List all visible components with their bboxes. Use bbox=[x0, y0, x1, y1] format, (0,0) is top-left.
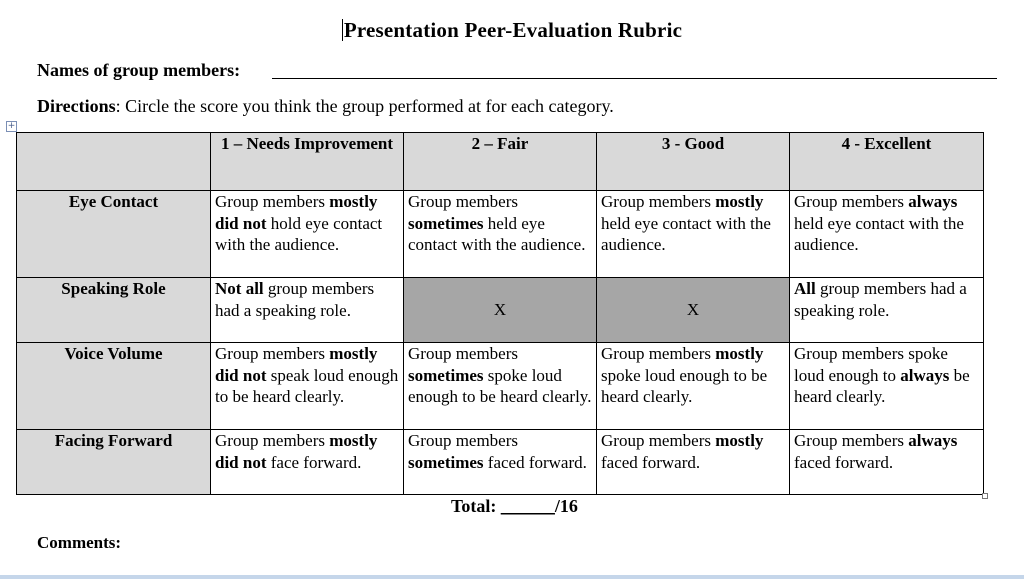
header-score-3: 3 - Good bbox=[597, 133, 790, 191]
title-text: Presentation Peer-Evaluation Rubric bbox=[343, 18, 683, 42]
descriptor-cell bbox=[211, 191, 404, 278]
descriptor-text: Group members bbox=[601, 192, 716, 211]
descriptor-text: Group members spoke loud enough to bbox=[794, 344, 948, 385]
descriptor-cell bbox=[404, 343, 597, 430]
descriptor-emphasis: sometimes bbox=[408, 452, 484, 472]
rubric-row bbox=[17, 430, 984, 495]
total-out-of: /16 bbox=[554, 496, 578, 516]
rubric-header-row bbox=[17, 133, 984, 191]
descriptor-emphasis: always bbox=[900, 365, 950, 385]
not-applicable-cell: X bbox=[597, 278, 790, 343]
descriptor-text: Group members bbox=[601, 431, 716, 450]
descriptor-text: face forward. bbox=[266, 452, 362, 472]
header-corner-cell bbox=[17, 133, 211, 191]
descriptor-text: be heard clearly. bbox=[794, 365, 970, 406]
header-score-4: 4 - Excellent bbox=[790, 133, 984, 191]
header-score-1: 1 – Needs Improvement bbox=[211, 133, 404, 191]
total-label: Total: bbox=[451, 496, 497, 516]
descriptor-emphasis: mostly did not bbox=[215, 344, 378, 385]
descriptor-cell bbox=[597, 343, 790, 430]
descriptor-cell bbox=[211, 430, 404, 495]
document-title bbox=[0, 18, 1024, 43]
descriptor-text: spoke loud enough to be heard clearly. bbox=[601, 365, 768, 406]
descriptor-text: held eye contact with the audience. bbox=[794, 213, 964, 254]
directions-text: : Circle the score you think the group performed at for each category. bbox=[115, 96, 614, 116]
descriptor-text: Group members bbox=[601, 344, 716, 363]
descriptor-cell bbox=[597, 191, 790, 278]
text-cursor bbox=[342, 19, 343, 41]
header-score-2: 2 – Fair bbox=[404, 133, 597, 191]
descriptor-text: group members had a speaking role. bbox=[794, 279, 967, 320]
descriptor-emphasis: sometimes bbox=[408, 213, 484, 233]
descriptor-text: Group members bbox=[794, 192, 909, 211]
descriptor-emphasis: mostly did not bbox=[215, 431, 378, 472]
descriptor-emphasis: mostly bbox=[715, 431, 764, 450]
descriptor-text: held eye contact with the audience. bbox=[601, 213, 771, 254]
descriptor-text: Group members bbox=[215, 192, 330, 211]
descriptor-text: spoke loud enough to be heard clearly. bbox=[408, 365, 592, 406]
descriptor-cell bbox=[404, 430, 597, 495]
rubric-row bbox=[17, 343, 984, 430]
descriptor-text: hold eye contact with the audience. bbox=[215, 213, 383, 254]
descriptor-emphasis: mostly did not bbox=[215, 192, 378, 233]
descriptor-emphasis: All bbox=[794, 279, 816, 298]
directions-label: Directions bbox=[37, 96, 116, 116]
descriptor-emphasis: mostly bbox=[715, 192, 764, 211]
page-bottom-edge bbox=[0, 575, 1024, 579]
descriptor-cell bbox=[211, 278, 404, 343]
names-blank-line[interactable] bbox=[272, 78, 997, 79]
descriptor-text: held eye contact with the audience. bbox=[408, 213, 586, 254]
descriptor-cell bbox=[211, 343, 404, 430]
move-arrows-icon[interactable]: + bbox=[7, 121, 16, 131]
descriptor-text: Group members bbox=[215, 344, 330, 363]
descriptor-cell bbox=[404, 191, 597, 278]
descriptor-emphasis: always bbox=[908, 192, 958, 211]
total-blank[interactable]: ______ bbox=[500, 496, 555, 516]
category-cell: Speaking Role bbox=[17, 278, 211, 343]
descriptor-text: group members had a speaking role. bbox=[215, 279, 375, 320]
descriptor-cell bbox=[790, 430, 984, 495]
rubric-row bbox=[17, 278, 984, 343]
category-cell: Eye Contact bbox=[17, 191, 211, 278]
category-cell: Voice Volume bbox=[17, 343, 211, 430]
descriptor-text: faced forward. bbox=[794, 452, 894, 472]
rubric-table bbox=[16, 132, 984, 495]
descriptor-emphasis: mostly bbox=[715, 344, 764, 363]
total-line bbox=[451, 496, 578, 517]
descriptor-text: Group members bbox=[408, 344, 519, 363]
descriptor-cell bbox=[790, 278, 984, 343]
names-label: Names of group members: bbox=[37, 60, 241, 80]
descriptor-cell bbox=[790, 343, 984, 430]
rubric-row bbox=[17, 191, 984, 278]
descriptor-emphasis: Not all bbox=[215, 279, 264, 298]
descriptor-text: Group members bbox=[408, 431, 519, 450]
descriptor-text: faced forward. bbox=[483, 452, 587, 472]
descriptor-cell bbox=[790, 191, 984, 278]
descriptor-text: Group members bbox=[794, 431, 909, 450]
not-applicable-cell: X bbox=[404, 278, 597, 343]
comments-label: Comments: bbox=[37, 533, 122, 552]
resize-handle-icon[interactable] bbox=[982, 493, 988, 499]
descriptor-text: Group members bbox=[408, 192, 519, 211]
descriptor-cell bbox=[597, 430, 790, 495]
descriptor-emphasis: sometimes bbox=[408, 365, 484, 385]
directions-paragraph bbox=[37, 96, 614, 117]
descriptor-text: faced forward. bbox=[601, 452, 701, 472]
descriptor-emphasis: always bbox=[908, 431, 958, 450]
descriptor-text: Group members bbox=[215, 431, 330, 450]
category-cell: Facing Forward bbox=[17, 430, 211, 495]
descriptor-text: speak loud enough to be heard clearly. bbox=[215, 365, 399, 406]
